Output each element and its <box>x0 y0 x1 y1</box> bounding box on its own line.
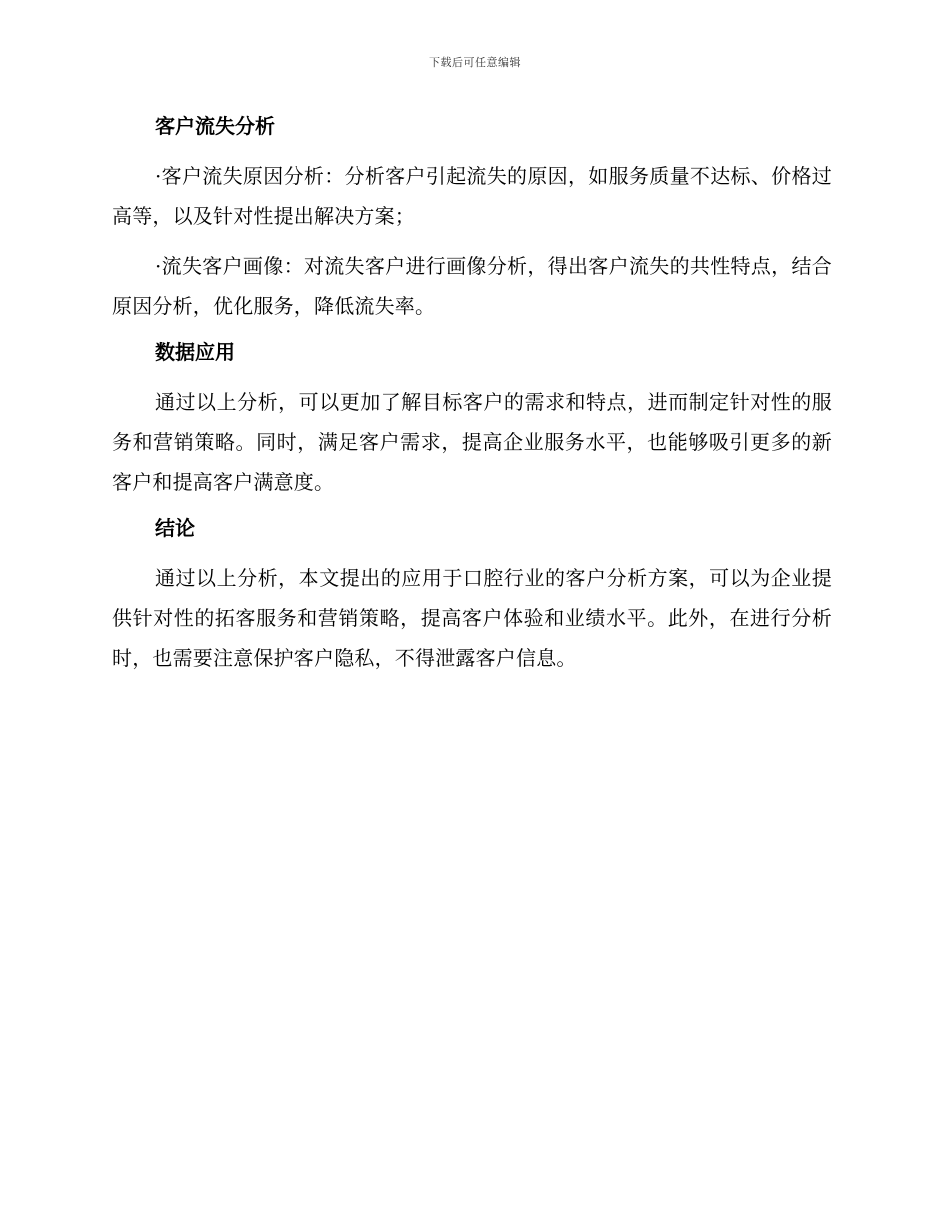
section-heading-churn-analysis: 客户流失分析 <box>155 114 275 138</box>
section-heading-conclusion: 结论 <box>155 516 195 540</box>
paragraph-data-application: 通过以上分析，可以更加了解目标客户的需求和特点，进而制定针对性的服务和营销策略。同时，满足客户需求，提高企业服务水平，也能够吸引更多的新客户和提高客户满意度。 <box>112 390 832 494</box>
document-body <box>112 110 832 688</box>
page-header: 下载后可任意编辑 <box>429 56 521 69</box>
paragraph-churn-profile: ·流失客户画像：对流失客户进行画像分析，得出客户流失的共性特点，结合原因分析，优化服务，降低流失率。 <box>112 254 832 318</box>
paragraph-conclusion: 通过以上分析，本文提出的应用于口腔行业的客户分析方案，可以为企业提供针对性的拓客服务和营销策略，提高客户体验和业绩水平。此外，在进行分析时，也需要注意保护客户隐私，不得泄露客户信息。 <box>112 566 832 670</box>
section-heading-data-application: 数据应用 <box>155 340 235 364</box>
paragraph-churn-reasons: ·客户流失原因分析：分析客户引起流失的原因，如服务质量不达标、价格过高等，以及针对性提出解决方案； <box>112 164 832 228</box>
